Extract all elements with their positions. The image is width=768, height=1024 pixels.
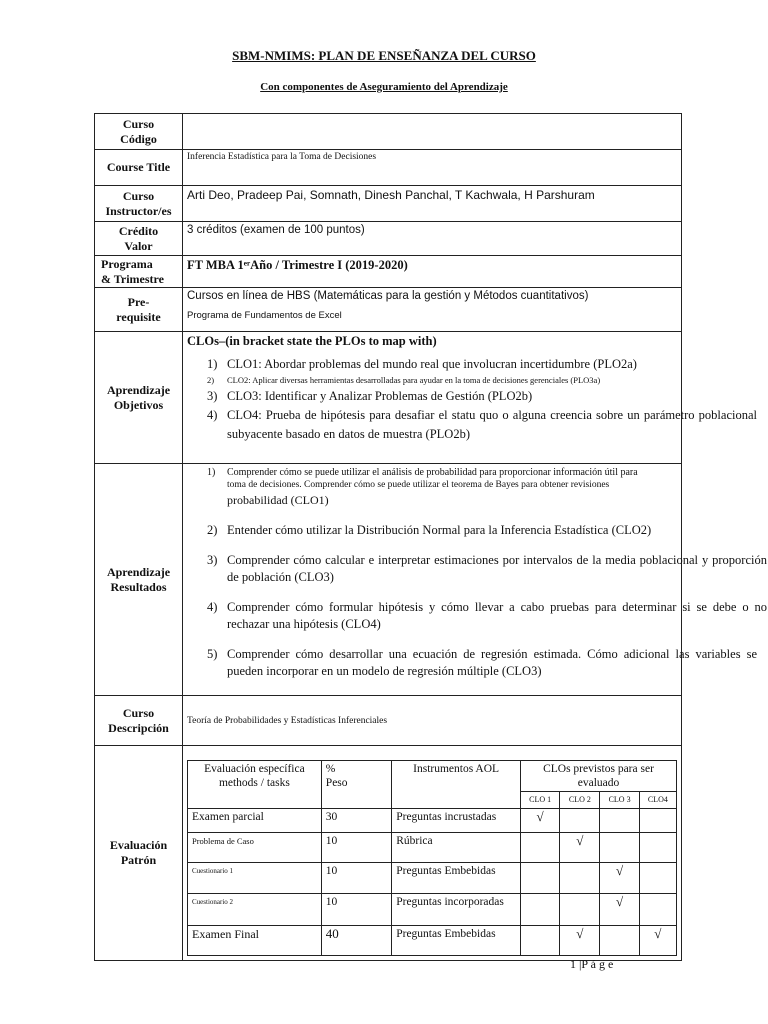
cell-clo4 bbox=[639, 894, 676, 926]
cell-weight: 30 bbox=[321, 809, 391, 833]
value-instructor: Arti Deo, Pradeep Pai, Somnath, Dinesh Panchal, T Kachwala, H Parshuram bbox=[183, 186, 682, 222]
course-plan-table bbox=[94, 113, 767, 961]
cell-instrument: Preguntas incorporadas bbox=[392, 894, 521, 926]
list-item: 5) Comprender cómo desarrollar una ecuación de regresión estimada. Cómo adicional las variables se pueden incorporar en un modelo de regresión múltiple (CLO3) bbox=[207, 647, 757, 678]
cell-instrument: Preguntas Embebidas bbox=[392, 926, 521, 956]
row-evaluation bbox=[95, 746, 682, 961]
list-item: 4) Comprender cómo formular hipótesis y cómo llevar a cabo pruebas para determinar si se debe o no rechazar una hipótesis (CLO4) bbox=[207, 600, 767, 631]
document-title: SBM-NMIMS: PLAN DE ENSEÑANZA DEL CURSO bbox=[232, 48, 536, 63]
cell-clo1: √ bbox=[521, 809, 560, 833]
label-objectives: Aprendizaje Objetivos bbox=[95, 332, 183, 464]
header-clo1: CLO 1 bbox=[521, 792, 560, 809]
list-item: 1) Comprender cómo se puede utilizar el análisis de probabilidad para proporcionar información útil para toma de decisiones. Comprender cómo se puede utilizar el teorema de Bayes para obtener revisiones probabilidad (CLO1) bbox=[207, 467, 638, 507]
cell-clo2 bbox=[560, 809, 600, 833]
cell-method: Cuestionario 2 bbox=[188, 894, 322, 926]
eval-header-row bbox=[188, 761, 677, 792]
cell-clo1 bbox=[521, 833, 560, 863]
header-method: Evaluación específica methods / tasks bbox=[188, 761, 322, 809]
cell-clo1 bbox=[521, 894, 560, 926]
cell-clo2: √ bbox=[560, 833, 600, 863]
cell-clo3 bbox=[600, 833, 639, 863]
label-evaluation: Evaluación Patrón bbox=[95, 746, 183, 961]
row-objectives bbox=[95, 332, 682, 464]
cell-clo4 bbox=[639, 809, 676, 833]
cell-clo1 bbox=[521, 863, 560, 894]
value-description: Teoría de Probabilidades y Estadísticas Inferenciales bbox=[183, 696, 682, 746]
value-credit: 3 créditos (examen de 100 puntos) bbox=[183, 222, 682, 256]
table-row bbox=[188, 863, 677, 894]
value-evaluation bbox=[183, 746, 682, 961]
cell-weight: 10 bbox=[321, 894, 391, 926]
label-course-title: Course Title bbox=[95, 150, 183, 186]
cell-weight: 10 bbox=[321, 833, 391, 863]
value-prerequisite bbox=[183, 288, 682, 332]
header-clo3: CLO 3 bbox=[600, 792, 639, 809]
list-item: 2) CLO2: Aplicar diversas herramientas desarrolladas para ayudar en la toma de decisiones gerenciales (PLO3a) bbox=[207, 375, 601, 385]
label-instructor: Curso Instructor/es bbox=[95, 186, 183, 222]
value-objectives bbox=[183, 332, 757, 464]
cell-clo3 bbox=[600, 926, 639, 956]
value-course-title: Inferencia Estadística para la Toma de Decisiones bbox=[183, 150, 682, 186]
table-row bbox=[188, 809, 677, 833]
header-weight: % Peso bbox=[321, 761, 391, 809]
objectives-heading: CLOs–(in bracket state the PLOs to map with) bbox=[187, 334, 437, 348]
row-instructor bbox=[95, 186, 682, 222]
row-course-title bbox=[95, 150, 682, 186]
label-outcomes: Aprendizaje Resultados bbox=[95, 464, 183, 696]
cell-clo2 bbox=[560, 863, 600, 894]
header-clos: CLOs previstos para ser evaluado bbox=[521, 761, 677, 792]
label-prerequisite: Pre- requisite bbox=[95, 288, 183, 332]
row-course-code bbox=[95, 114, 682, 150]
cell-clo2: √ bbox=[560, 926, 600, 956]
label-course-code: Curso Código bbox=[95, 114, 183, 150]
cell-clo4 bbox=[639, 833, 676, 863]
cell-clo4 bbox=[639, 863, 676, 894]
cell-method: Cuestionario 1 bbox=[188, 863, 322, 894]
objectives-list bbox=[187, 355, 757, 444]
prereq-line-2: Programa de Fundamentos de Excel bbox=[187, 310, 342, 321]
row-outcomes bbox=[95, 464, 682, 696]
cell-clo3 bbox=[600, 809, 639, 833]
row-credit bbox=[95, 222, 682, 256]
table-row bbox=[188, 833, 677, 863]
row-program bbox=[95, 256, 682, 288]
cell-clo1 bbox=[521, 926, 560, 956]
cell-weight: 10 bbox=[321, 863, 391, 894]
label-program: Programa & Trimestre bbox=[95, 256, 183, 288]
document-subtitle: Con componentes de Aseguramiento del Aprendizaje bbox=[260, 81, 508, 93]
cell-method: Examen Final bbox=[188, 926, 322, 956]
header-clo2: CLO 2 bbox=[560, 792, 600, 809]
cell-clo3: √ bbox=[600, 863, 639, 894]
table-row bbox=[188, 894, 677, 926]
cell-method: Problema de Caso bbox=[188, 833, 322, 863]
label-description: Curso Descripción bbox=[95, 696, 183, 746]
label-credit: Crédito Valor bbox=[95, 222, 183, 256]
value-program: FT MBA 1ᵉʳAño / Trimestre I (2019-2020) bbox=[183, 256, 682, 288]
cell-weight: 40 bbox=[321, 926, 391, 956]
list-item: 2) Entender cómo utilizar la Distribución Normal para la Inferencia Estadística (CLO2) bbox=[207, 523, 652, 537]
table-row bbox=[188, 926, 677, 956]
header-instrument: Instrumentos AOL bbox=[392, 761, 521, 809]
cell-clo4: √ bbox=[639, 926, 676, 956]
list-item: 3) CLO3: Identificar y Analizar Problemas de Gestión (PLO2b) bbox=[207, 389, 533, 403]
cell-instrument: Preguntas Embebidas bbox=[392, 863, 521, 894]
cell-instrument: Preguntas incrustadas bbox=[392, 809, 521, 833]
row-prerequisite bbox=[95, 288, 682, 332]
page-number: 1 |P á g e bbox=[570, 957, 614, 971]
list-item: 1) CLO1: Abordar problemas del mundo real que involucran incertidumbre (PLO2a) bbox=[207, 357, 637, 371]
evaluation-table bbox=[187, 760, 677, 956]
cell-instrument: Rúbrica bbox=[392, 833, 521, 863]
list-item: 3) Comprender cómo calcular e interpretar estimaciones por intervalos de la media poblacional y proporción de población (CLO3) bbox=[207, 553, 767, 584]
cell-method: Examen parcial bbox=[188, 809, 322, 833]
value-outcomes bbox=[183, 464, 767, 696]
outcomes-list bbox=[187, 466, 767, 680]
cell-clo3: √ bbox=[600, 894, 639, 926]
value-course-code bbox=[183, 114, 682, 150]
cell-clo2 bbox=[560, 894, 600, 926]
list-item: 4) CLO4: Prueba de hipótesis para desafiar el statu quo o alguna creencia sobre un parámetro poblacional subyacente basado en datos de muestra (PLO2b) bbox=[207, 408, 757, 441]
row-description bbox=[95, 696, 682, 746]
header-clo4: CLO4 bbox=[639, 792, 676, 809]
prereq-line-1: Cursos en línea de HBS (Matemáticas para la gestión y Métodos cuantitativos) bbox=[187, 290, 589, 302]
